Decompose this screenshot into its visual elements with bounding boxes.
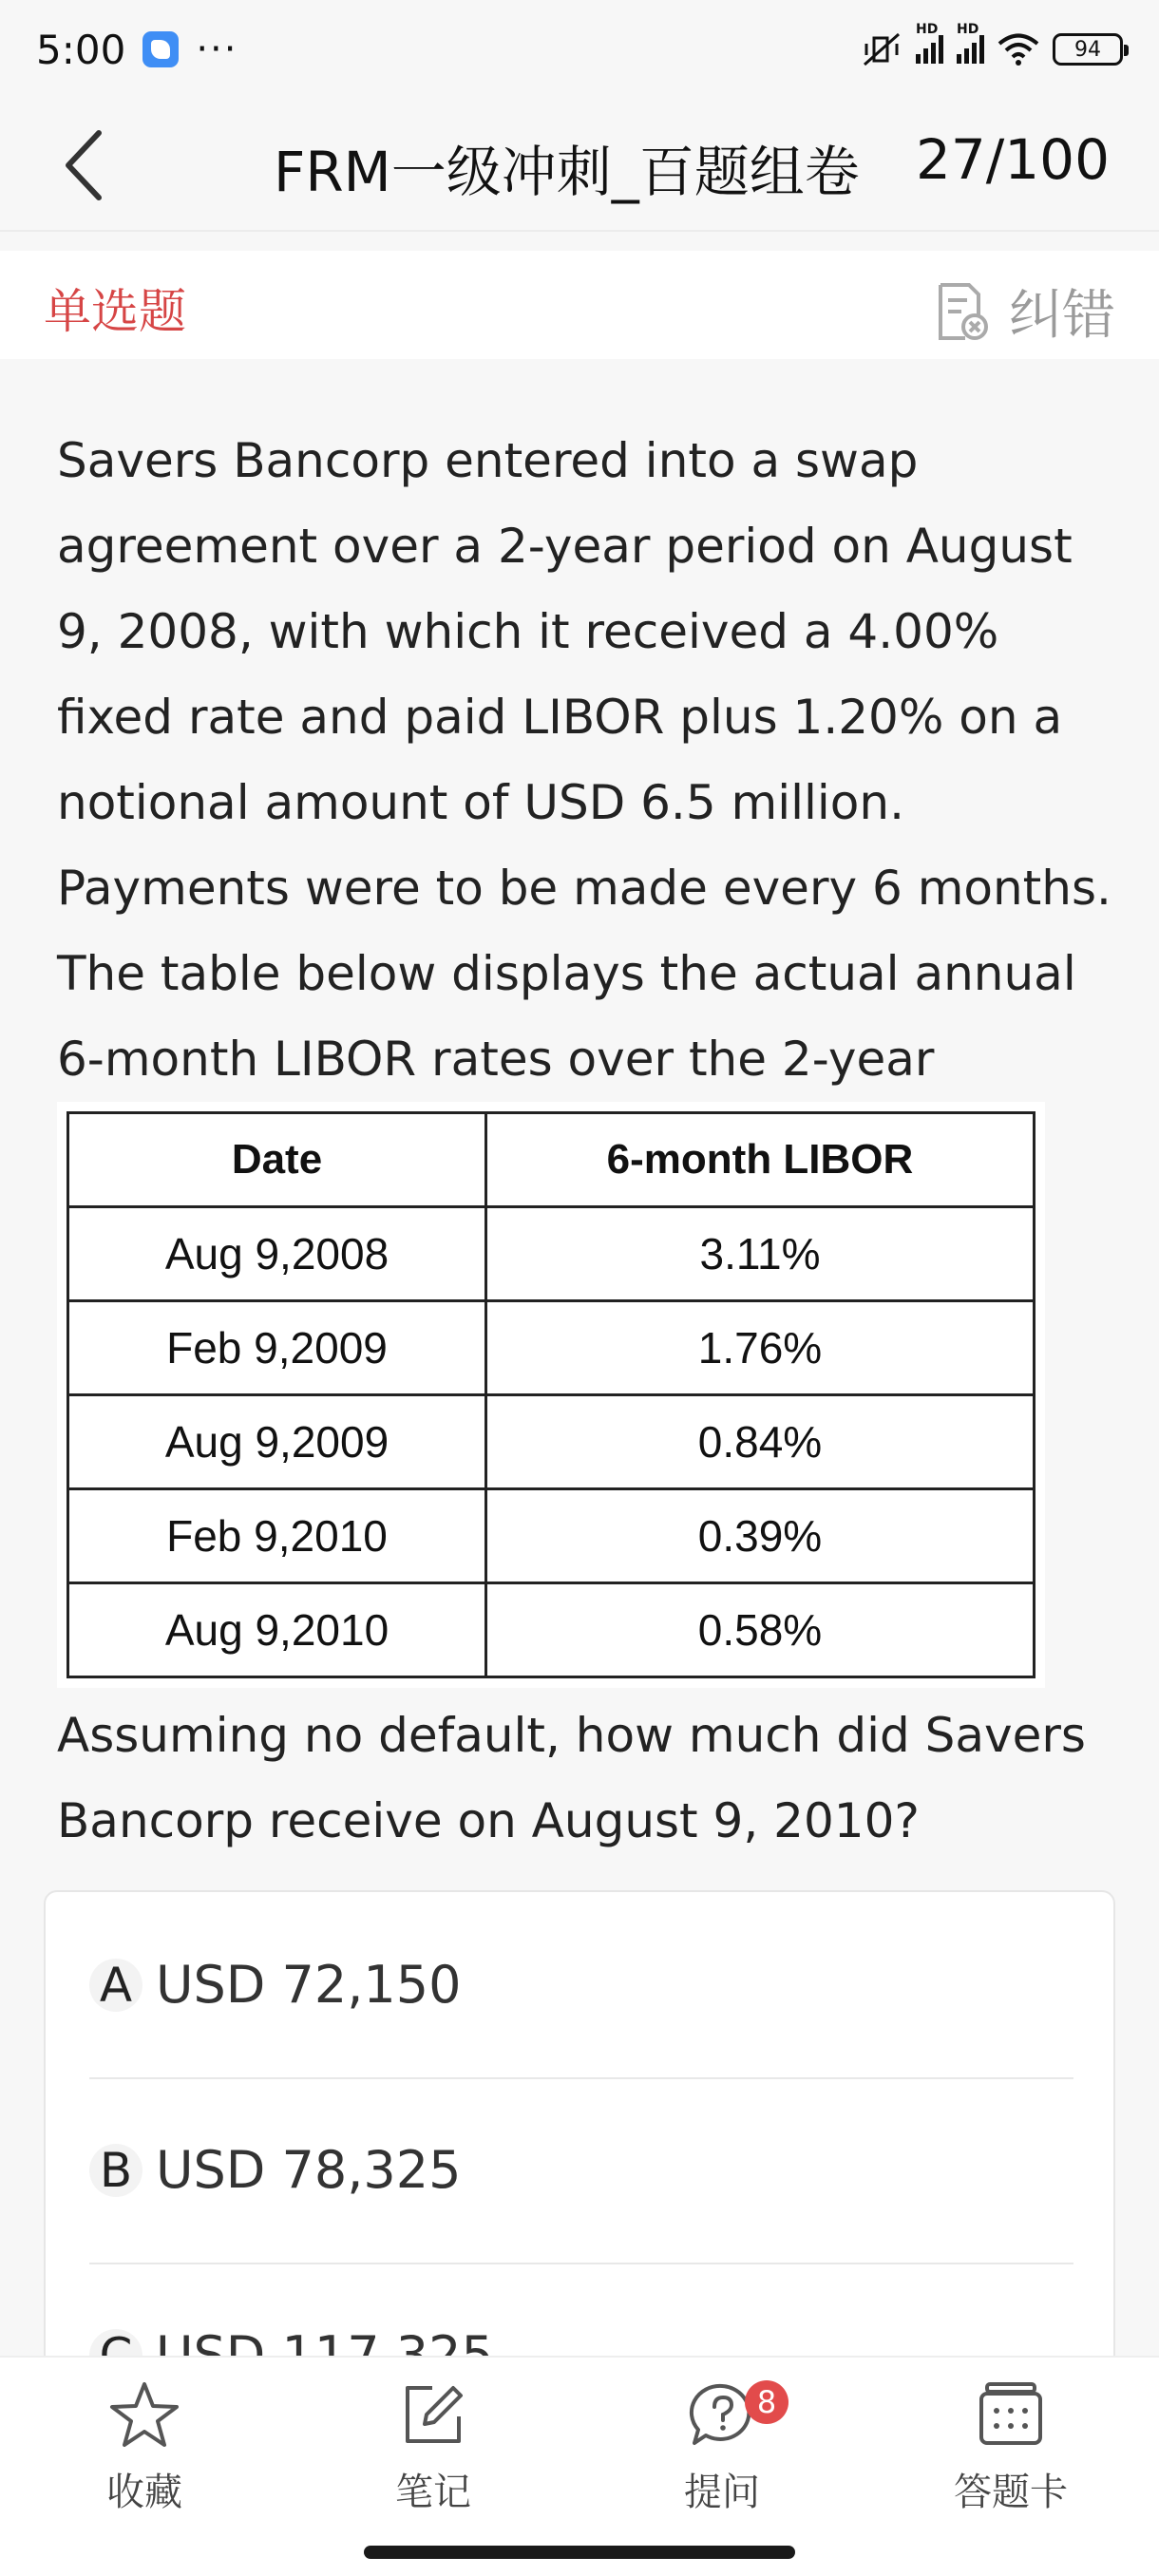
wifi-icon xyxy=(998,33,1039,66)
document-error-icon xyxy=(933,281,990,342)
bottom-toolbar xyxy=(0,2356,1159,2576)
star-icon xyxy=(107,2378,181,2453)
status-more: ··· xyxy=(196,28,238,71)
table-cell-date: Aug 9,2010 xyxy=(68,1583,486,1677)
table-row xyxy=(68,1207,1035,1301)
option-letter: A xyxy=(89,1959,142,2012)
status-bar xyxy=(0,0,1159,99)
question-type-bar xyxy=(0,251,1159,359)
table-cell-rate: 0.84% xyxy=(486,1395,1035,1489)
table-row xyxy=(68,1489,1035,1583)
option-a[interactable] xyxy=(89,1892,1074,2077)
table-row xyxy=(68,1395,1035,1489)
table-cell-date: Feb 9,2009 xyxy=(68,1301,486,1395)
table-cell-rate: 0.39% xyxy=(486,1489,1035,1583)
app-header xyxy=(0,99,1159,232)
mute-vibrate-icon xyxy=(861,30,902,68)
question-progress: 27/100 xyxy=(915,127,1110,192)
table-cell-rate: 3.11% xyxy=(486,1207,1035,1301)
question-text: Savers Bancorp entered into a swap agreement over a 2-year period on August 9, 2008, with which it received a 4.00% fixed rate and paid LIBOR plus 1.20% on a notional amount of USD 6.5 million. Payments were to be made every 6 months. The table below displays the actual annual 6-month LIBOR rates over the 2-year xyxy=(57,433,1112,1087)
table-cell-date: Feb 9,2010 xyxy=(68,1489,486,1583)
cell-signal-2-icon: HD xyxy=(957,35,984,64)
notes-button[interactable] xyxy=(338,2378,528,2530)
table-header-date: Date xyxy=(68,1113,486,1207)
status-time: 5:00 xyxy=(36,26,126,73)
table-cell-date: Aug 9,2009 xyxy=(68,1395,486,1489)
ask-count-badge: 8 xyxy=(745,2380,788,2424)
question-prompt: Assuming no default, how much did Savers Bancorp receive on August 9, 2010? xyxy=(57,1708,1086,1848)
battery-level: 94 xyxy=(1074,37,1101,62)
header-divider xyxy=(0,230,1159,232)
table-cell-rate: 1.76% xyxy=(486,1301,1035,1395)
option-b[interactable] xyxy=(89,2077,1074,2263)
favorite-label: 收藏 xyxy=(106,2471,182,2514)
status-indicators xyxy=(861,22,1123,68)
table-header-libor: 6-month LIBOR xyxy=(486,1113,1035,1207)
option-text: USD 78,325 xyxy=(156,2140,462,2200)
libor-table xyxy=(57,1102,1045,1688)
table-cell-rate: 0.58% xyxy=(486,1583,1035,1677)
report-error-label: 纠错 xyxy=(1009,285,1115,347)
question-type-label: 单选题 xyxy=(44,284,186,339)
option-letter: B xyxy=(89,2144,142,2197)
table-row xyxy=(68,1583,1035,1677)
table-header-row xyxy=(68,1113,1035,1207)
back-arrow-icon[interactable] xyxy=(57,125,114,205)
table-cell-date: Aug 9,2008 xyxy=(68,1207,486,1301)
cell-signal-1-icon: HD xyxy=(916,35,943,64)
answer-card-icon xyxy=(974,2378,1048,2453)
page-title: FRM一级冲刺_百题组卷 xyxy=(274,140,860,204)
table-row xyxy=(68,1301,1035,1395)
home-indicator[interactable] xyxy=(364,2546,795,2559)
notes-label: 笔记 xyxy=(395,2471,471,2514)
report-error-button[interactable] xyxy=(933,274,1115,350)
ask-button[interactable] xyxy=(627,2378,817,2530)
ask-label: 提问 xyxy=(684,2471,760,2514)
chat-bubble-icon xyxy=(142,31,179,67)
option-text: USD 72,150 xyxy=(156,1955,462,2015)
battery-icon xyxy=(1053,33,1123,66)
edit-note-icon xyxy=(396,2378,470,2453)
answer-card-button[interactable] xyxy=(916,2378,1106,2530)
options-card xyxy=(44,1890,1115,2422)
answer-card-label: 答题卡 xyxy=(954,2471,1068,2514)
favorite-button[interactable] xyxy=(49,2378,239,2530)
